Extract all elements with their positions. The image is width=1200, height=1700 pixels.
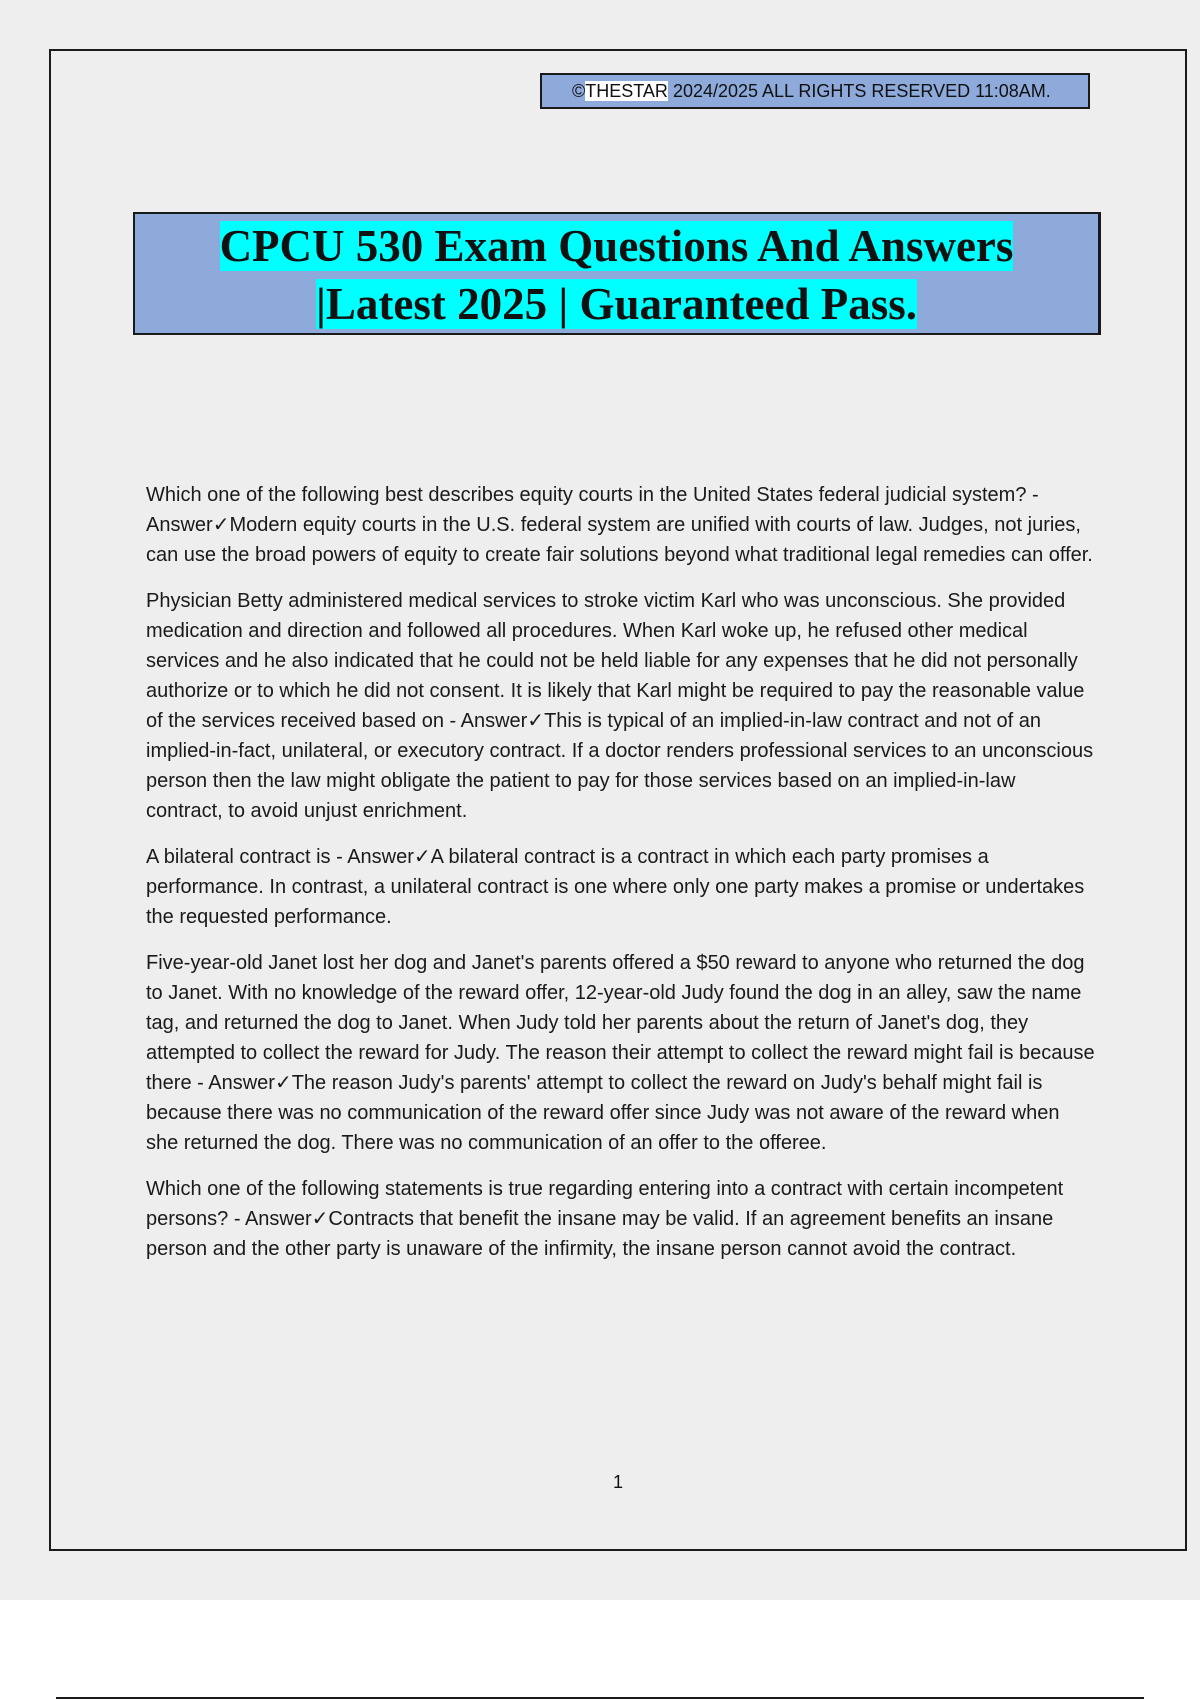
next-page-divider (56, 1697, 1144, 1699)
copyright-symbol: © (572, 81, 586, 101)
document-title (133, 212, 1101, 335)
qa-paragraph: Which one of the following statements is true regarding entering into a contract with certain incompetent persons? - Answer✓Contracts that benefit the insane may be valid. If an agreement benefits an insane person and the other party is unaware of the infirmity, the insane person cannot avoid the contract. (146, 1178, 1064, 1260)
qa-paragraph: Physician Betty administered medical services to stroke victim Karl who was unconscious. She provided medication and direction and followed all procedures. When Karl woke up, he refused other medical services and he also indicated that he could not be held liable for any expenses that he did not personally authorize or to which he did not consent. It is likely that Karl might be required to pay the reasonable value of the services received based on - Answer✓This is typical of an implied-in-law contract and not of an implied-in-fact, unilateral, or executory contract. If a doctor renders professional services to an unconscious person then the law might obligate the patient to pay for those services based on an implied-in-law contract, to avoid unjust enrichment. (146, 590, 1094, 822)
page-number: 1 (612, 1472, 623, 1492)
copyright-text: 2024/2025 ALL RIGHTS RESERVED 11:08AM. (667, 81, 1051, 101)
title-line-1: CPCU 530 Exam Questions And Answers (219, 221, 1014, 271)
copyright-banner (540, 73, 1090, 109)
copyright-owner: THESTAR (585, 81, 668, 101)
qa-paragraph: Which one of the following best describes equity courts in the United States federal judicial system? - Answer✓Modern equity courts in the U.S. federal system are unified with courts of law. Judges, not juries, can use the broad powers of equity to create fair solutions beyond what traditional legal remedies can offer. (146, 484, 1093, 566)
qa-paragraph: Five-year-old Janet lost her dog and Janet's parents offered a $50 reward to anyone who returned the dog to Janet. With no knowledge of the reward offer, 12-year-old Judy found the dog in an alley, saw the name tag, and returned the dog to Janet. When Judy told her parents about the return of Janet's dog, they attempted to collect the reward for Judy. The reason their attempt to collect the reward might fail is because there - Answer✓The reason Judy's parents' attempt to collect the reward on Judy's behalf might fail is because there was no communication of the reward offer since Judy was not aware of the reward when she returned the dog. There was no communication of an offer to the offeree. (146, 952, 1095, 1154)
title-line-2: |Latest 2025 | Guaranteed Pass. (315, 279, 918, 329)
qa-content (146, 480, 1096, 1280)
qa-paragraph: A bilateral contract is - Answer✓A bilateral contract is a contract in which each party promises a performance. In contrast, a unilateral contract is one where only one party makes a promise or undertakes the requested performance. (146, 846, 1085, 928)
